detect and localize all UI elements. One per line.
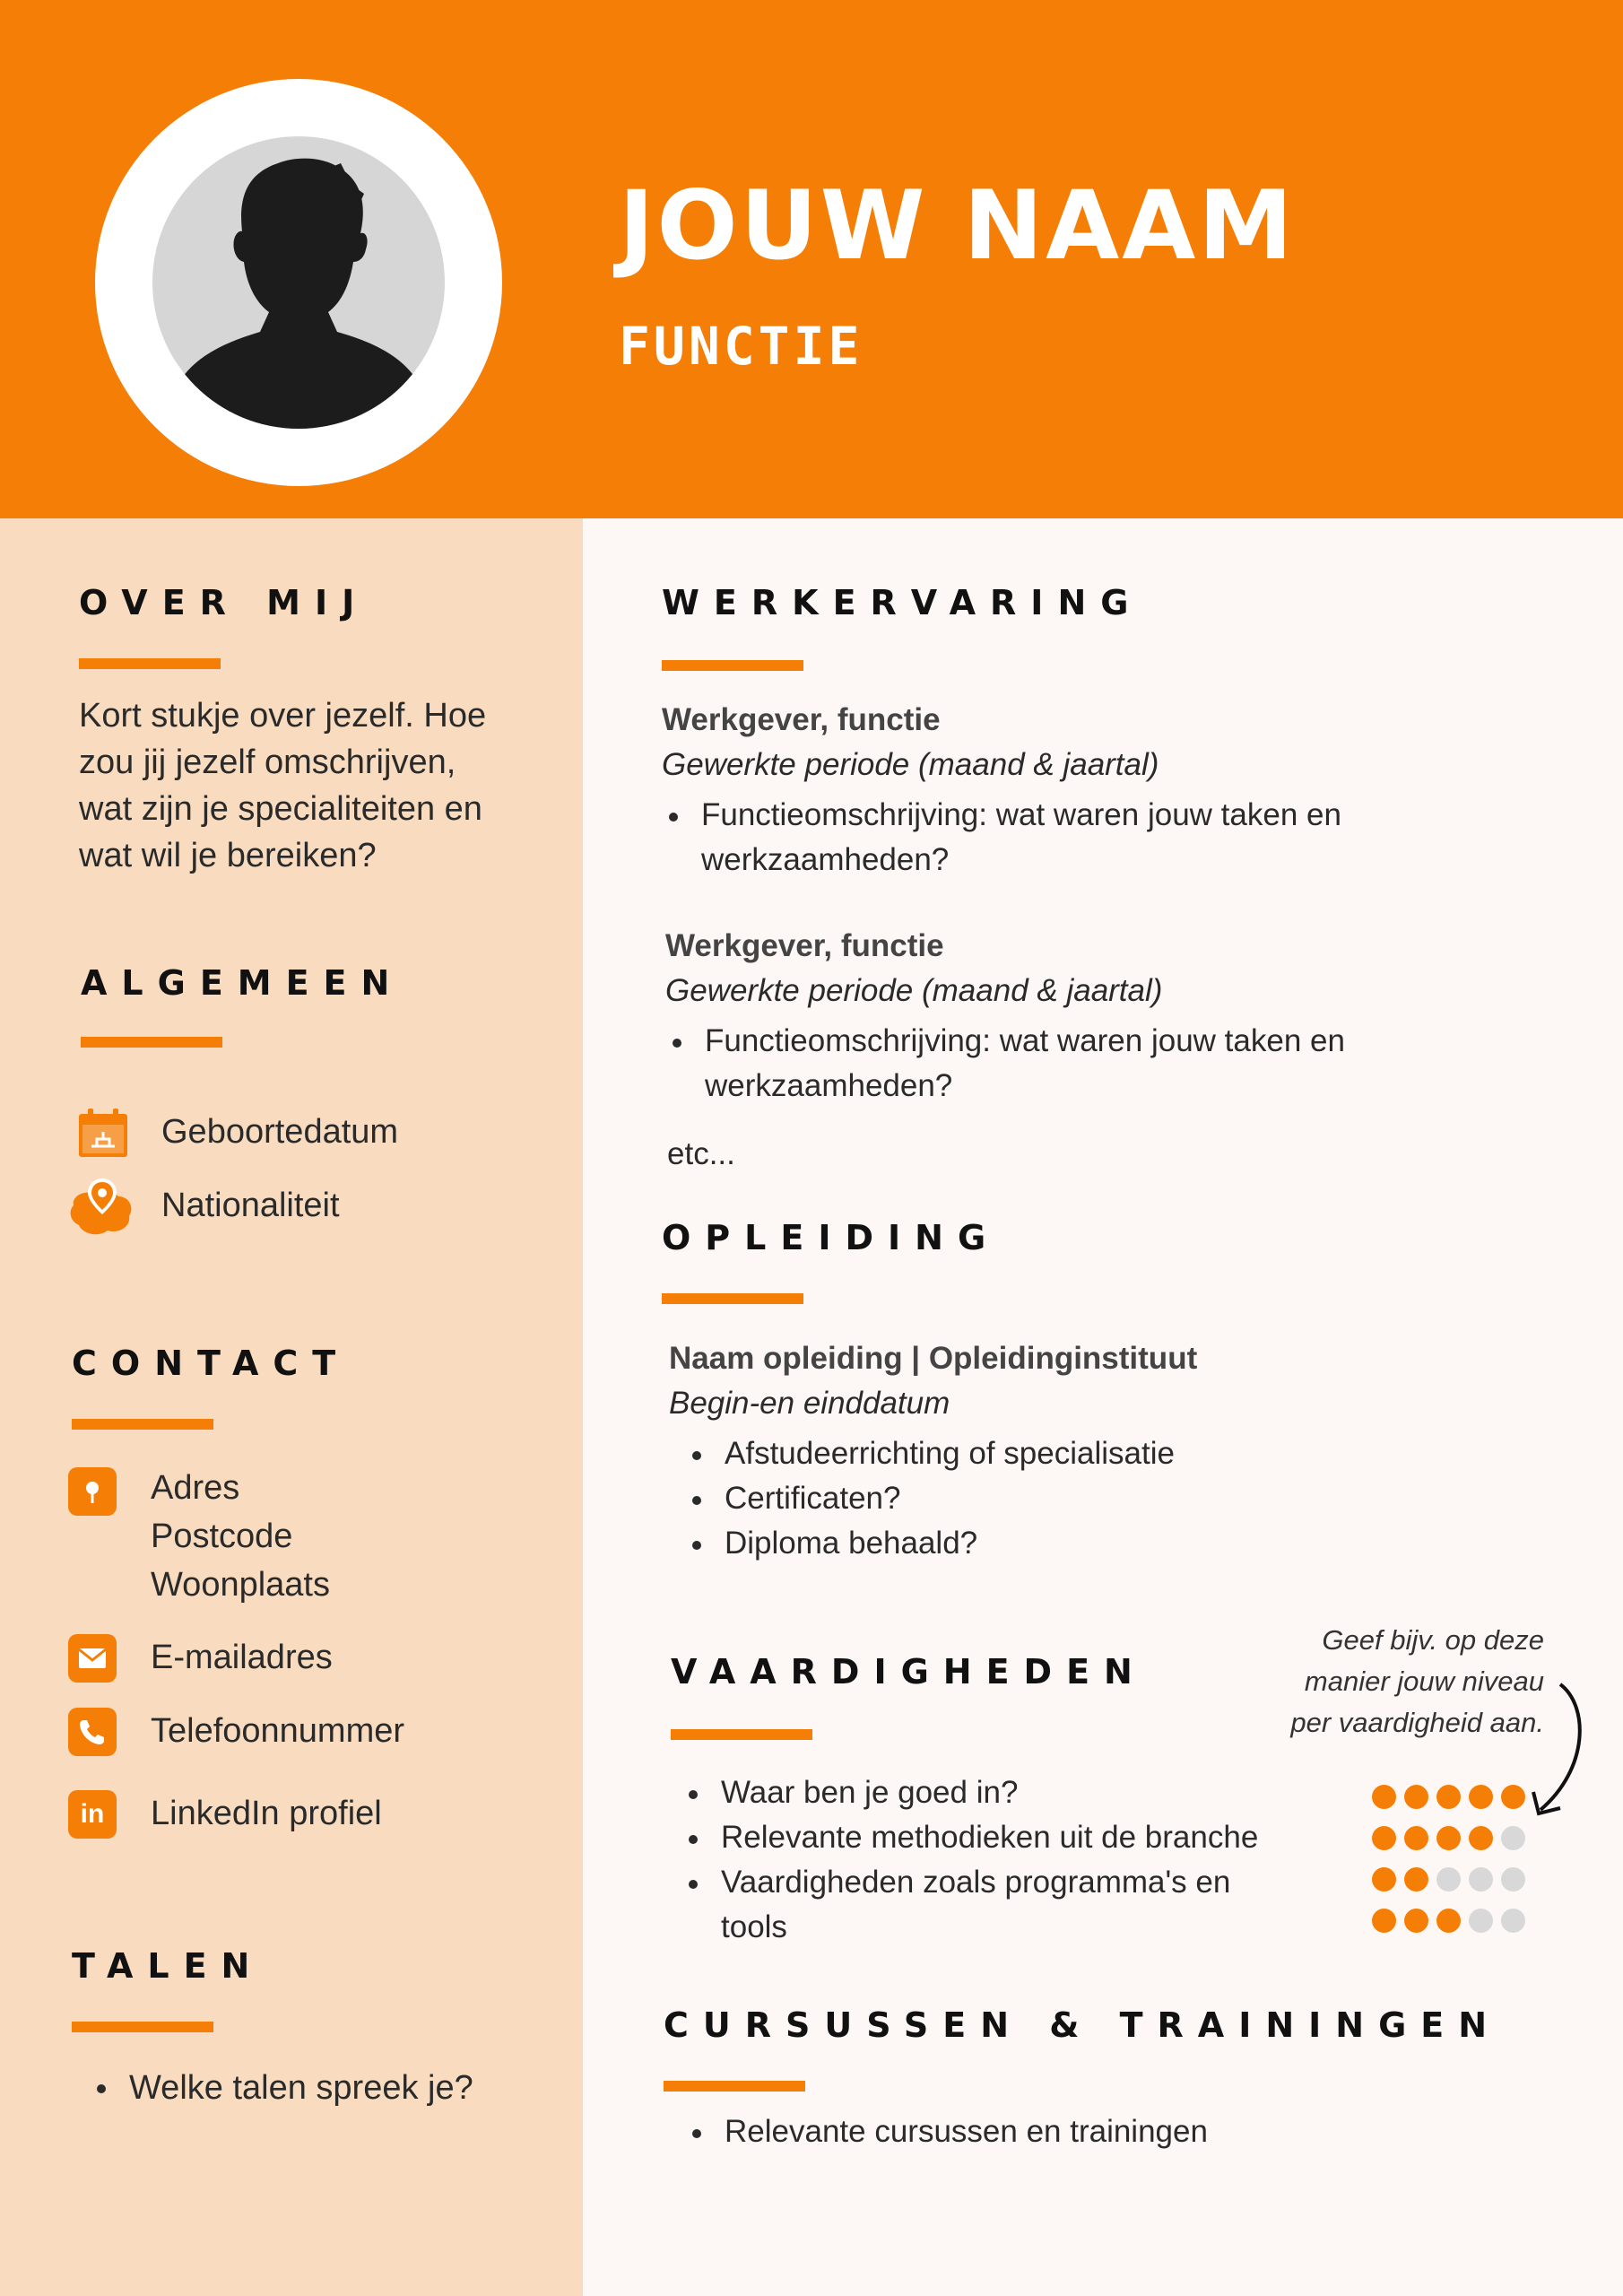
photo-placeholder (152, 136, 445, 429)
job-description (665, 1019, 1345, 1109)
experience-title: WERKERVARING (662, 583, 1143, 622)
skill-dot-filled (1372, 1867, 1396, 1892)
skill-dot-filled (1436, 1785, 1461, 1809)
phone-icon (68, 1708, 117, 1756)
about-line: wat wil je bereiken? (79, 837, 377, 874)
note-line: manier jouw niveau (1304, 1665, 1544, 1697)
email-label: E-mailadres (151, 1639, 333, 1676)
education-name: Naam opleiding | Opleidinginstituut (669, 1341, 1198, 1376)
courses-divider (664, 2081, 805, 2092)
skill-dot-filled (1501, 1785, 1525, 1809)
skills-divider (671, 1729, 812, 1740)
skill-dot-filled (1436, 1909, 1461, 1933)
skill-dot-filled (1372, 1785, 1396, 1809)
about-text (79, 692, 563, 879)
skill-dot-filled (1469, 1785, 1493, 1809)
languages-list (90, 2065, 473, 2111)
list-item: Diploma behaald? (685, 1521, 1197, 1566)
list-item: Relevante cursussen en trainingen (685, 2109, 1208, 2154)
contact-divider (72, 1419, 213, 1430)
list-item: Welke talen spreek je? (90, 2065, 473, 2111)
job-entry (662, 698, 1341, 883)
list-item: Waar ben je goed in? (681, 1770, 1258, 1815)
skill-dot-empty (1501, 1909, 1525, 1933)
header-banner (0, 0, 1623, 518)
education-dates: Begin-en einddatum (669, 1386, 950, 1421)
linkedin-icon-text: in (80, 1799, 105, 1829)
skill-dot-filled (1436, 1826, 1461, 1850)
job-period: Gewerkte periode (maand & jaartal) (662, 747, 1159, 782)
about-line: Kort stukje over jezelf. Hoe (79, 697, 487, 735)
courses-title: CURSUSSEN & TRAININGEN (664, 2005, 1502, 2045)
education-title: OPLEIDING (662, 1218, 1001, 1257)
job-period: Gewerkte periode (maand & jaartal) (665, 973, 1163, 1008)
list-item: Certificaten? (685, 1476, 1197, 1521)
about-line: zou jij jezelf omschrijven, (79, 744, 456, 781)
languages-title: TALEN (72, 1946, 265, 1986)
skill-level-row (1372, 1826, 1524, 1853)
about-title: OVER MIJ (79, 583, 369, 622)
general-title: ALGEMEEN (81, 963, 404, 1003)
candidate-name: JOUW NAAM (619, 170, 1296, 281)
skill-dot-filled (1404, 1909, 1428, 1933)
skill-dot-filled (1372, 1909, 1396, 1933)
education-divider (662, 1293, 803, 1304)
job-description (662, 793, 1341, 883)
skill-dot-filled (1372, 1826, 1396, 1850)
postcode-line: Postcode (151, 1518, 293, 1555)
skill-dot-empty (1469, 1867, 1493, 1892)
skill-dot-empty (1469, 1909, 1493, 1933)
skill-level-row (1372, 1867, 1524, 1894)
envelope-icon (68, 1634, 117, 1683)
birthdate-label: Geboortedatum (161, 1113, 399, 1151)
job-entry (665, 924, 1345, 1109)
note-line: Geef bijv. op deze (1322, 1624, 1544, 1656)
skill-dot-filled (1404, 1826, 1428, 1850)
map-pin-icon (66, 1170, 138, 1241)
job-title: FUNCTIE (619, 316, 864, 377)
skill-dot-empty (1501, 1826, 1525, 1850)
list-item: Functieomschrijving: wat waren jouw taken en werkzaamheden? (665, 1019, 1345, 1109)
skill-level-row (1372, 1909, 1524, 1935)
skill-dot-empty (1501, 1867, 1525, 1892)
phone-label: Telefoonnummer (151, 1712, 405, 1750)
experience-etc: etc... (667, 1136, 735, 1171)
job-employer: Werkgever, functie (662, 702, 941, 737)
calendar-icon (77, 1107, 129, 1159)
curved-arrow-icon (1524, 1679, 1596, 1822)
courses-list (685, 2109, 1208, 2154)
languages-divider (72, 2022, 213, 2032)
nationality-label: Nationaliteit (161, 1187, 340, 1224)
education-entry (669, 1336, 1197, 1566)
person-silhouette-icon (152, 136, 445, 429)
contact-title: CONTACT (72, 1344, 351, 1383)
linkedin-label: LinkedIn profiel (151, 1795, 382, 1832)
linkedin-icon (68, 1790, 117, 1839)
skill-dot-filled (1469, 1826, 1493, 1850)
address-block (151, 1464, 330, 1609)
list-item: Vaardigheden zoals programma's en tools (681, 1860, 1258, 1950)
about-divider (79, 658, 221, 669)
skill-dot-empty (1436, 1867, 1461, 1892)
skill-dot-filled (1404, 1867, 1428, 1892)
city-line: Woonplaats (151, 1566, 330, 1604)
about-line: wat zijn je specialiteiten en (79, 790, 482, 828)
list-item: Functieomschrijving: wat waren jouw taken en werkzaamheden? (662, 793, 1341, 883)
experience-divider (662, 660, 803, 671)
skill-level-row (1372, 1785, 1524, 1812)
address-line: Adres (151, 1469, 240, 1507)
skills-note (1219, 1620, 1544, 1744)
job-employer: Werkgever, functie (665, 928, 944, 963)
location-pin-icon (68, 1467, 117, 1516)
education-list (685, 1431, 1197, 1566)
skills-title: VAARDIGHEDEN (671, 1652, 1147, 1692)
skills-list (681, 1770, 1258, 1950)
list-item: Relevante methodieken uit de branche (681, 1815, 1258, 1860)
general-divider (81, 1037, 222, 1048)
note-line: per vaardigheid aan. (1290, 1707, 1544, 1738)
skill-dot-filled (1404, 1785, 1428, 1809)
profile-photo (95, 79, 502, 486)
list-item: Afstudeerrichting of specialisatie (685, 1431, 1197, 1476)
